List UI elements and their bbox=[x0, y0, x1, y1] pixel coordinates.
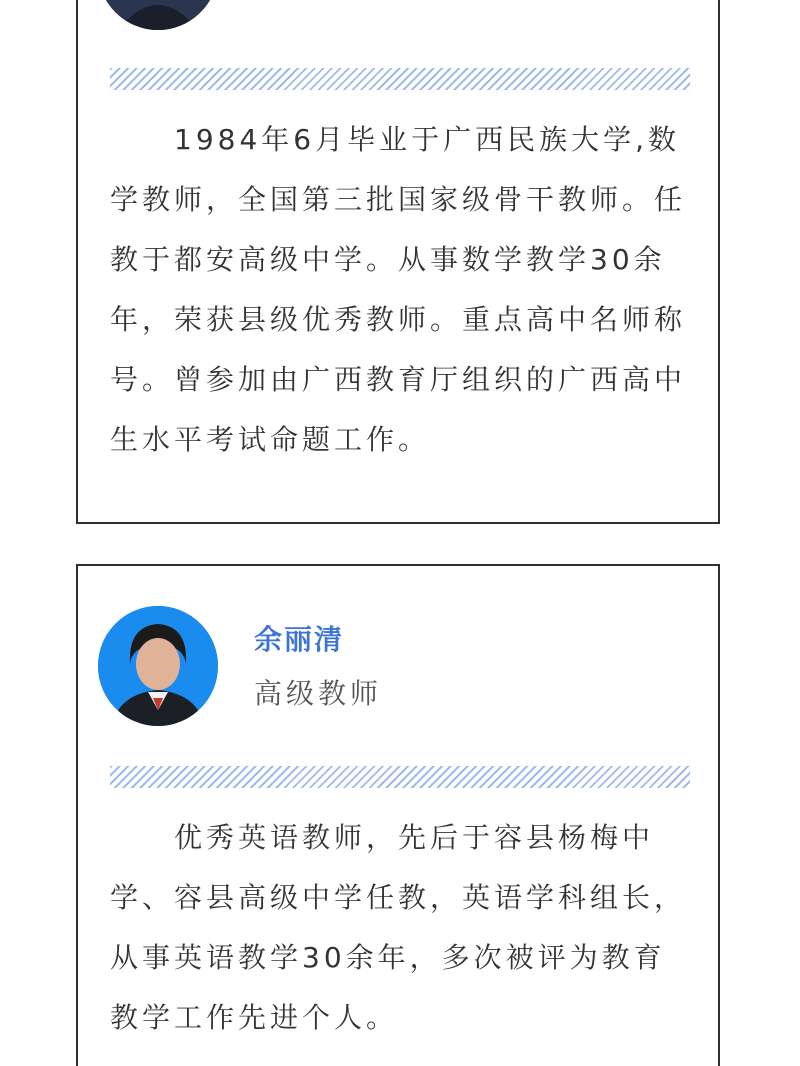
stripe-divider bbox=[110, 766, 690, 788]
teacher-bio: 1984年6月毕业于广西民族大学,数学教师，全国第三批国家级骨干教师。任教于都安高级中学。从事数学教学30余年，荣获县级优秀教师。重点高中名师称号。曾参加由广西教育厅组织的广西高中生水平考试命题工作。 bbox=[110, 123, 687, 456]
teacher-card-2 bbox=[76, 564, 720, 1066]
portrait-photo-icon bbox=[98, 606, 218, 726]
teacher-avatar-1 bbox=[98, 0, 218, 30]
portrait-photo-icon bbox=[98, 0, 218, 30]
teacher-card-1 bbox=[76, 0, 720, 524]
stripe-divider bbox=[110, 68, 690, 90]
teacher-title: 高级教师 bbox=[254, 677, 383, 710]
teacher-name: 余丽清 bbox=[254, 623, 345, 656]
teacher-bio: 优秀英语教师，先后于容县杨梅中学、容县高级中学任教，英语学科组长，从事英语教学30余年，多次被评为教育教学工作先进个人。 bbox=[110, 821, 687, 1034]
teacher-avatar-2 bbox=[98, 606, 218, 726]
